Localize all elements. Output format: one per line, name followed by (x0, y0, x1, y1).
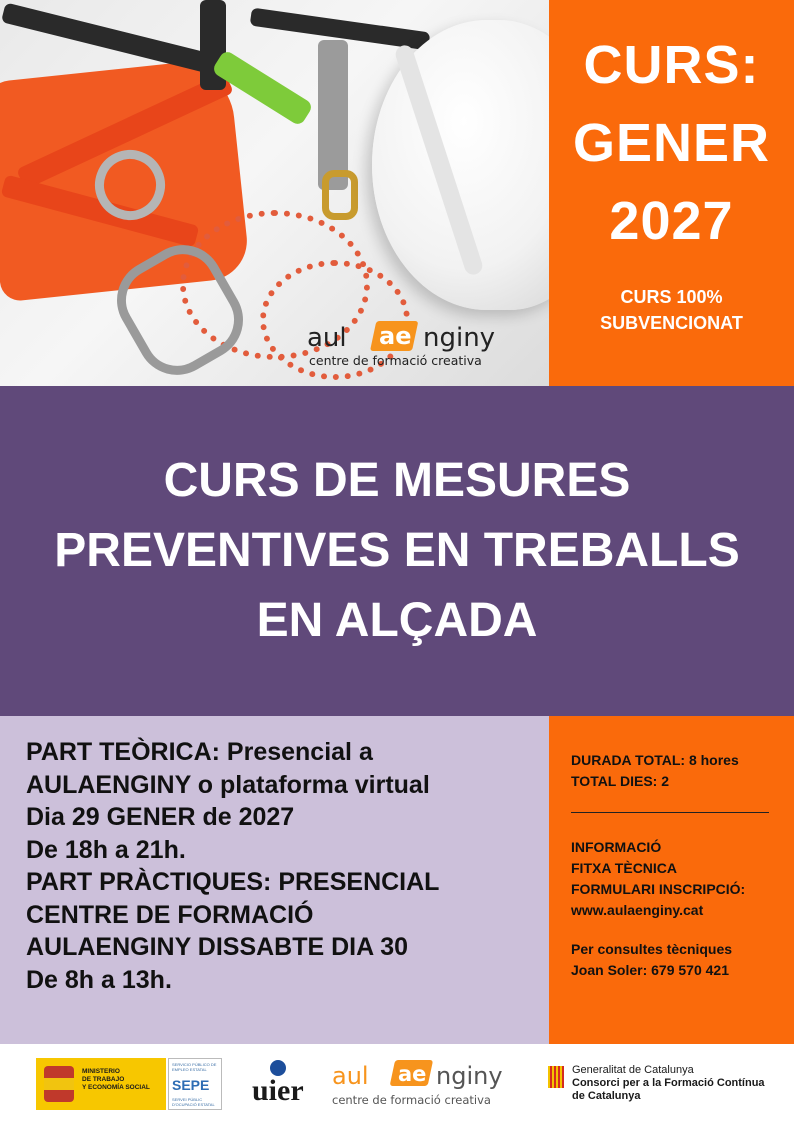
course-title-line: 2027 (609, 191, 734, 251)
logo-text-aul: aul (307, 323, 347, 353)
grey-strap (318, 40, 348, 190)
logo-text-nginy: nginy (423, 323, 496, 353)
contact-phone[interactable]: Joan Soler: 679 570 421 (571, 962, 729, 978)
info-panel (549, 716, 794, 1044)
course-title-line: CURS DE MESURES (163, 454, 631, 507)
aulaenginy-logo (305, 318, 535, 373)
senyera-icon (548, 1066, 564, 1088)
hero-photo (0, 0, 549, 386)
logo-tagline: centre de formació creativa (309, 353, 482, 368)
sepe-top-text: SERVICIO PÚBLICO DE EMPLEO ESTATAL (172, 1062, 217, 1072)
spacer (571, 921, 794, 939)
schedule-line: AULAENGINY o plataforma virtual (26, 770, 430, 799)
ministerio-line: Y ECONOMÍA SOCIAL (82, 1084, 150, 1091)
contact-label: Per consultes tècniques (571, 941, 733, 957)
schedule-panel (0, 716, 549, 1044)
schedule-line: PART PRÀCTIQUES: PRESENCIAL (26, 868, 440, 896)
gold-hook (322, 170, 358, 220)
subsidy-line: SUBVENCIONAT (600, 313, 743, 333)
info-link[interactable]: INFORMACIÓ (571, 839, 662, 855)
sepe-wordmark: SEPE (172, 1077, 210, 1093)
total-days: TOTAL DIES: 2 (571, 773, 670, 789)
course-date-title (549, 26, 794, 260)
uier-logo: uier (252, 1074, 304, 1107)
logo-text-ae: ae (398, 1062, 427, 1086)
sepe-logo (168, 1058, 222, 1110)
course-title-line: CURS: (583, 35, 760, 95)
subsidy-note (549, 284, 794, 336)
ministerio-logo (36, 1058, 166, 1110)
logo-text-nginy: nginy (436, 1062, 503, 1090)
coat-of-arms-icon (44, 1066, 74, 1102)
schedule-line: AULAENGINY DISSABTE DIA 30 (26, 933, 409, 961)
course-title-line: GENER (572, 113, 771, 173)
schedule-line: De 8h a 13h. (26, 965, 172, 994)
aulaenginy-footer-logo (330, 1056, 530, 1112)
logo-text-ae: ae (379, 322, 412, 350)
ministerio-line: MINISTERIO (82, 1068, 120, 1075)
course-title (17, 446, 777, 656)
ministerio-line: DE TRABAJO (82, 1076, 125, 1083)
datasheet-link[interactable]: FITXA TÈCNICA (571, 860, 678, 876)
sepe-bottom-text: SERVEI PÚBLIC D'OCUPACIÓ ESTATAL (172, 1097, 215, 1107)
registration-form-link[interactable]: FORMULARI INSCRIPCIÓ: (571, 881, 746, 897)
total-duration: DURADA TOTAL: 8 hores (571, 752, 739, 768)
course-date-panel (549, 0, 794, 386)
course-title-banner (0, 386, 794, 716)
consorci-line: de Catalunya (572, 1090, 641, 1102)
schedule-line: Dia 29 GENER de 2027 (26, 803, 295, 831)
ministerio-text (82, 1068, 150, 1092)
schedule-line: PART TEÒRICA: Presencial a (26, 738, 373, 766)
consorci-line: Consorci per a la Formació Contínua (572, 1077, 765, 1089)
schedule-line: De 18h a 21h. (26, 835, 186, 864)
sponsor-logos (0, 1044, 794, 1122)
logo-tagline: centre de formació creativa (332, 1093, 491, 1107)
website-link[interactable]: www.aulaenginy.cat (571, 902, 704, 918)
course-title-line: EN ALÇADA (256, 594, 538, 647)
logo-text-aul: aul (332, 1062, 369, 1090)
black-strap (1, 2, 229, 77)
gencat-name: Generalitat de Catalunya (572, 1064, 694, 1076)
course-title-line: PREVENTIVES EN TREBALLS (54, 524, 740, 577)
divider (571, 812, 769, 813)
schedule-line: CENTRE DE FORMACIÓ (26, 900, 314, 929)
subsidy-line: CURS 100% (620, 287, 723, 307)
